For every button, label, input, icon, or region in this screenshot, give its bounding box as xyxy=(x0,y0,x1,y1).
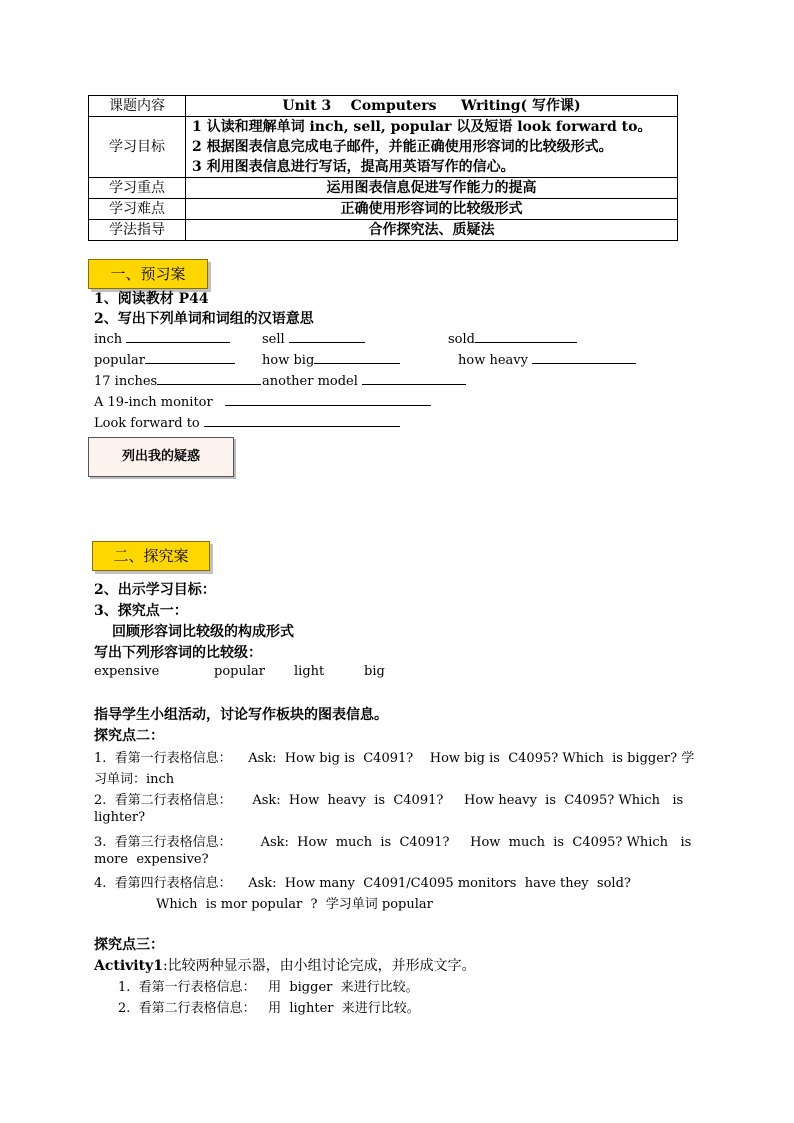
row-label: 学法指导 xyxy=(89,220,186,241)
table-row xyxy=(89,96,678,117)
answer-blank[interactable] xyxy=(289,330,365,343)
answer-blank[interactable] xyxy=(204,414,400,427)
review-heading: 回顾形容词比较级的构成形式 xyxy=(112,624,294,640)
word-sell: sell xyxy=(262,330,365,347)
row-value: 运用图表信息促进写作能力的提高 xyxy=(186,178,678,199)
word-monitor: A 19-inch monitor xyxy=(94,393,431,410)
word-sold: sold xyxy=(448,330,577,347)
activity-step-2: 2. 看第二行表格信息： 用 lighter 来进行比较。 xyxy=(118,1001,420,1016)
adjective-big: big xyxy=(364,664,385,679)
word-17-inches: 17 inches xyxy=(94,372,261,389)
question-1: 1. 看第一行表格信息： Ask: How big is C4091? How big is C4095? Which is bigger? 学 xyxy=(94,751,695,766)
preview-section-banner: 一、预习案 xyxy=(88,259,208,289)
goal-item: 3 利用图表信息进行写话，提高用英语写作的信心。 xyxy=(192,159,515,175)
row-label: 学习重点 xyxy=(89,178,186,199)
row-label: 学习目标 xyxy=(89,117,186,178)
doubts-box: 列出我的疑惑 xyxy=(88,437,234,477)
adjective-expensive: expensive xyxy=(94,664,160,679)
explore-item-3: 3、探究点一： xyxy=(94,603,188,619)
answer-blank[interactable] xyxy=(225,393,431,406)
table-row xyxy=(89,178,678,199)
goal-item: 1 认读和理解单词 inch, sell, popular 以及短语 look forward to。 xyxy=(192,119,652,135)
answer-blank[interactable] xyxy=(145,351,235,364)
write-comparatives: 写出下列形容词的比较级： xyxy=(94,645,262,661)
row-value: 合作探究法、质疑法 xyxy=(186,220,678,241)
word-look-forward: Look forward to xyxy=(94,414,400,431)
answer-blank[interactable] xyxy=(157,372,261,385)
lesson-info-table xyxy=(88,95,678,241)
word-how-heavy: how heavy xyxy=(458,351,636,368)
question-3: 3. 看第三行表格信息： Ask: How much is C4091? How much is C4095? Which is xyxy=(94,835,692,850)
answer-blank[interactable] xyxy=(475,330,577,343)
word-how-big: how big xyxy=(262,351,400,368)
question-1-cont: 习单词：inch xyxy=(94,772,175,787)
row-value: Unit 3 Computers Writing( 写作课) xyxy=(186,96,678,117)
question-3-cont: more expensive? xyxy=(94,852,209,867)
word-inch: inch xyxy=(94,330,230,347)
row-label: 课题内容 xyxy=(89,96,186,117)
explore-section-banner: 二、探究案 xyxy=(92,541,210,571)
answer-blank[interactable] xyxy=(314,351,400,364)
goal-item: 2 根据图表信息完成电子邮件，并能正确使用形容词的比较级形式。 xyxy=(192,139,613,155)
preview-item-1: 1、阅读教材 P44 xyxy=(94,291,209,307)
answer-blank[interactable] xyxy=(126,330,230,343)
word-another-model: another model xyxy=(262,372,466,389)
learning-goals xyxy=(186,117,678,178)
explore-point-3: 探究点三： xyxy=(94,937,164,953)
adjective-popular: popular xyxy=(214,664,265,679)
row-value: 正确使用形容词的比较级形式 xyxy=(186,199,678,220)
preview-item-2: 2、写出下列单词和词组的汉语意思 xyxy=(94,311,314,327)
activity-1: Activity1:比较两种显示器，由小组讨论完成，并形成文字。 xyxy=(94,958,476,974)
word-popular: popular xyxy=(94,351,235,368)
explore-point-2: 探究点二： xyxy=(94,728,164,744)
table-row xyxy=(89,199,678,220)
question-2: 2. 看第二行表格信息： Ask: How heavy is C4091? How heavy is C4095? Which is xyxy=(94,793,684,808)
activity-step-1: 1. 看第一行表格信息： 用 bigger 来进行比较。 xyxy=(118,980,419,995)
answer-blank[interactable] xyxy=(532,351,636,364)
row-label: 学习难点 xyxy=(89,199,186,220)
question-4-cont: Which is mor popular ? 学习单词 popular xyxy=(156,897,433,912)
answer-blank[interactable] xyxy=(362,372,466,385)
question-2-cont: lighter? xyxy=(94,810,146,825)
table-row xyxy=(89,220,678,241)
question-4: 4. 看第四行表格信息： Ask: How many C4091/C4095 monitors have they sold? xyxy=(94,876,631,891)
explore-item-2: 2、出示学习目标： xyxy=(94,582,216,598)
adjective-light: light xyxy=(294,664,325,679)
group-activity-guide: 指导学生小组活动，讨论写作板块的图表信息。 xyxy=(94,707,388,723)
table-row xyxy=(89,117,678,178)
